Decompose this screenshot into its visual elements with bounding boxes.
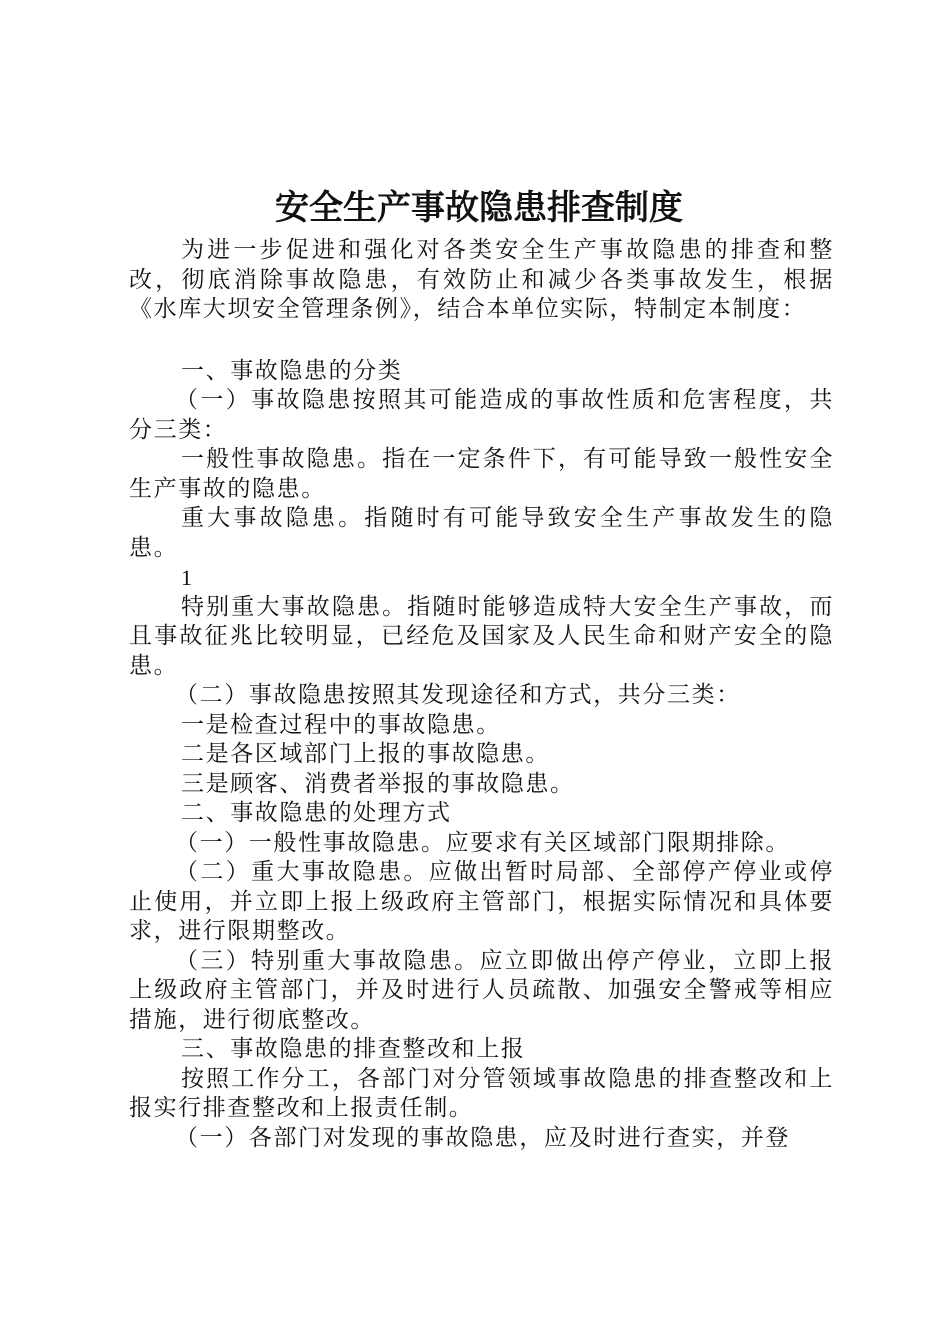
paragraph-classification-1: （一）事故隐患按照其可能造成的事故性质和危害程度，共分三类： bbox=[129, 387, 834, 443]
section-heading-3: 三、事故隐患的排查整改和上报 bbox=[181, 1036, 526, 1062]
paragraph-general-hazard: 一般性事故隐患。指在一定条件下，有可能导致一般性安全生产事故的隐患。 bbox=[129, 446, 834, 502]
page-title: 安全生产事故隐患排查制度 bbox=[275, 188, 683, 228]
paragraph-handling-2: （二）重大事故隐患。应做出暂时局部、全部停产停业或停止使用，并立即上报上级政府主管部门，根据实际情况和具体要求，进行限期整改。 bbox=[129, 859, 834, 944]
paragraph-handling-1: （一）一般性事故隐患。应要求有关区域部门限期排除。 bbox=[175, 829, 790, 856]
section-heading-2: 二、事故隐患的处理方式 bbox=[181, 800, 452, 826]
paragraph-responsibility: 按照工作分工，各部门对分管领域事故隐患的排查整改和上报实行排查整改和上报责任制。 bbox=[129, 1065, 834, 1121]
paragraph-source-department: 二是各区域部门上报的事故隐患。 bbox=[181, 741, 550, 767]
paragraph-reporting-1: （一）各部门对发现的事故隐患，应及时进行查实，并登 bbox=[175, 1124, 790, 1151]
paragraph-classification-2: （二）事故隐患按照其发现途径和方式，共分三类： bbox=[175, 682, 741, 708]
paragraph-source-customer: 三是顾客、消费者举报的事故隐患。 bbox=[181, 770, 575, 797]
paragraph-gap bbox=[129, 325, 834, 357]
paragraph-intro: 为进一步促进和强化对各类安全生产事故隐患的排查和整改，彻底消除事故隐患，有效防止和减少各类事故发生，根据《水库大坝安全管理条例》，结合本单位实际，特制定本制度： bbox=[129, 237, 834, 322]
document-body bbox=[129, 236, 834, 1153]
paragraph-major-hazard: 重大事故隐患。指随时有可能导致安全生产事故发生的隐患。 bbox=[129, 505, 834, 561]
paragraph-especially-major-hazard: 特别重大事故隐患。指随时能够造成特大安全生产事故，而且事故征兆比较明显，已经危及国家及人民生命和财产安全的隐患。 bbox=[129, 593, 834, 679]
section-heading-1: 一、事故隐患的分类 bbox=[181, 357, 403, 384]
paragraph-source-inspection: 一是检查过程中的事故隐患。 bbox=[181, 711, 501, 738]
page-number: 1 bbox=[181, 565, 192, 590]
paragraph-handling-3: （三）特别重大事故隐患。应立即做出停产停业，立即上报上级政府主管部门，并及时进行人员疏散、加强安全警戒等相应措施，进行彻底整改。 bbox=[129, 947, 834, 1033]
